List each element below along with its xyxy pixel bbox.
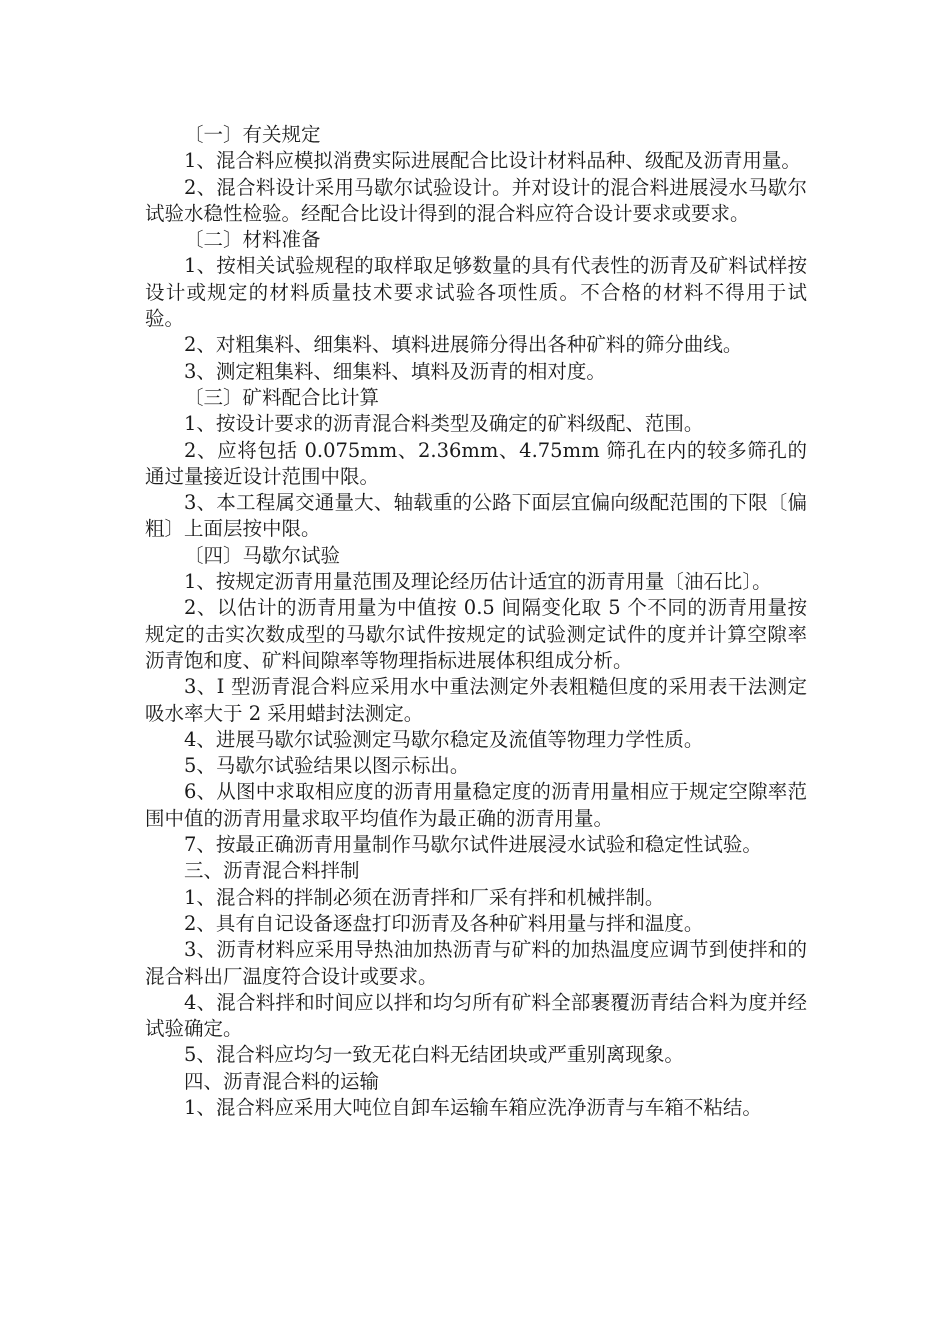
paragraph: 4、混合料拌和时间应以拌和均匀所有矿料全部裹覆沥青结合料为度并经试验确定。: [145, 990, 807, 1041]
paragraph: 2、对粗集料、细集料、填料进展筛分得出各种矿料的筛分曲线。: [184, 333, 743, 357]
section-heading-2: 〔二〕材料准备: [184, 228, 321, 252]
section-heading-3: 〔三〕矿料配合比计算: [184, 385, 380, 409]
paragraph: 1、混合料的拌制必须在沥青拌和厂采有拌和机械拌制。: [184, 885, 665, 909]
paragraph: 3、I 型沥青混合料应采用水中重法测定外表粗糙但度的采用表干法测定吸水率大于 2 采用蜡封法测定。: [145, 675, 807, 725]
paragraph: 2、以估计的沥青用量为中值按 0.5 间隔变化取 5 个不同的沥青用量按规定的击实次数成型的马歇尔试件按规定的试验测定试件的度并计算空隙率沥青饱和度、矿料间隙率等物理指标进展体积组成分析。: [145, 596, 807, 672]
paragraph: 2、混合料设计采用马歇尔试验设计。并对设计的混合料进展浸水马歇尔试验水稳性检验。经配合比设计得到的混合料应符合设计要求或要求。: [145, 175, 807, 225]
paragraph: 5、马歇尔试验结果以图示标出。: [184, 754, 470, 778]
paragraph: 1、按设计要求的沥青混合料类型及确定的矿料级配、范围。: [184, 412, 704, 436]
paragraph: 5、混合料应均匀一致无花白料无结团块或严重别离现象。: [184, 1043, 684, 1067]
section-heading-transport: 四、沥青混合料的运输: [184, 1069, 380, 1093]
section-heading-mixing: 三、沥青混合料拌制: [184, 859, 360, 883]
paragraph: 2、具有自记设备逐盘打印沥青及各种矿料用量与拌和温度。: [184, 911, 704, 935]
paragraph: 3、沥青材料应采用导热油加热沥青与矿料的加热温度应调节到使拌和的混合料出厂温度符合设计或要求。: [145, 938, 807, 988]
paragraph: 1、按规定沥青用量范围及理论经历估计适宜的沥青用量〔油石比〕。: [184, 570, 772, 594]
section-heading-1: 〔一〕有关规定: [184, 123, 321, 146]
paragraph: 1、按相关试验规程的取样取足够数量的具有代表性的沥青及矿料试样按设计或规定的材料质量技术要求试验各项性质。不合格的材料不得用于试验。: [145, 254, 807, 331]
paragraph: 3、测定粗集料、细集料、填料及沥青的相对度。: [184, 359, 606, 383]
document-body: [145, 122, 807, 1121]
paragraph: 1、混合料应模拟消费实际进展配合比设计材料品种、级配及沥青用量。: [184, 149, 801, 173]
paragraph: 7、按最正确沥青用量制作马歇尔试件进展浸水试验和稳定性试验。: [184, 833, 762, 857]
paragraph: 1、混合料应采用大吨位自卸车运输车箱应洗净沥青与车箱不粘结。: [184, 1095, 762, 1119]
paragraph: 6、从图中求取相应度的沥青用量稳定度的沥青用量相应于规定空隙率范围中值的沥青用量求取平均值作为最正确的沥青用量。: [145, 780, 807, 830]
paragraph: 2、应将包括 0.075mm、2.36mm、4.75mm 筛孔在内的较多筛孔的通过量接近设计范围中限。: [145, 438, 807, 488]
section-heading-4: 〔四〕马歇尔试验: [184, 543, 341, 567]
paragraph: 4、进展马歇尔试验测定马歇尔稳定及流值等物理力学性质。: [184, 727, 704, 751]
paragraph: 3、本工程属交通量大、轴载重的公路下面层宜偏向级配范围的下限〔偏粗〕上面层按中限。: [145, 491, 807, 541]
